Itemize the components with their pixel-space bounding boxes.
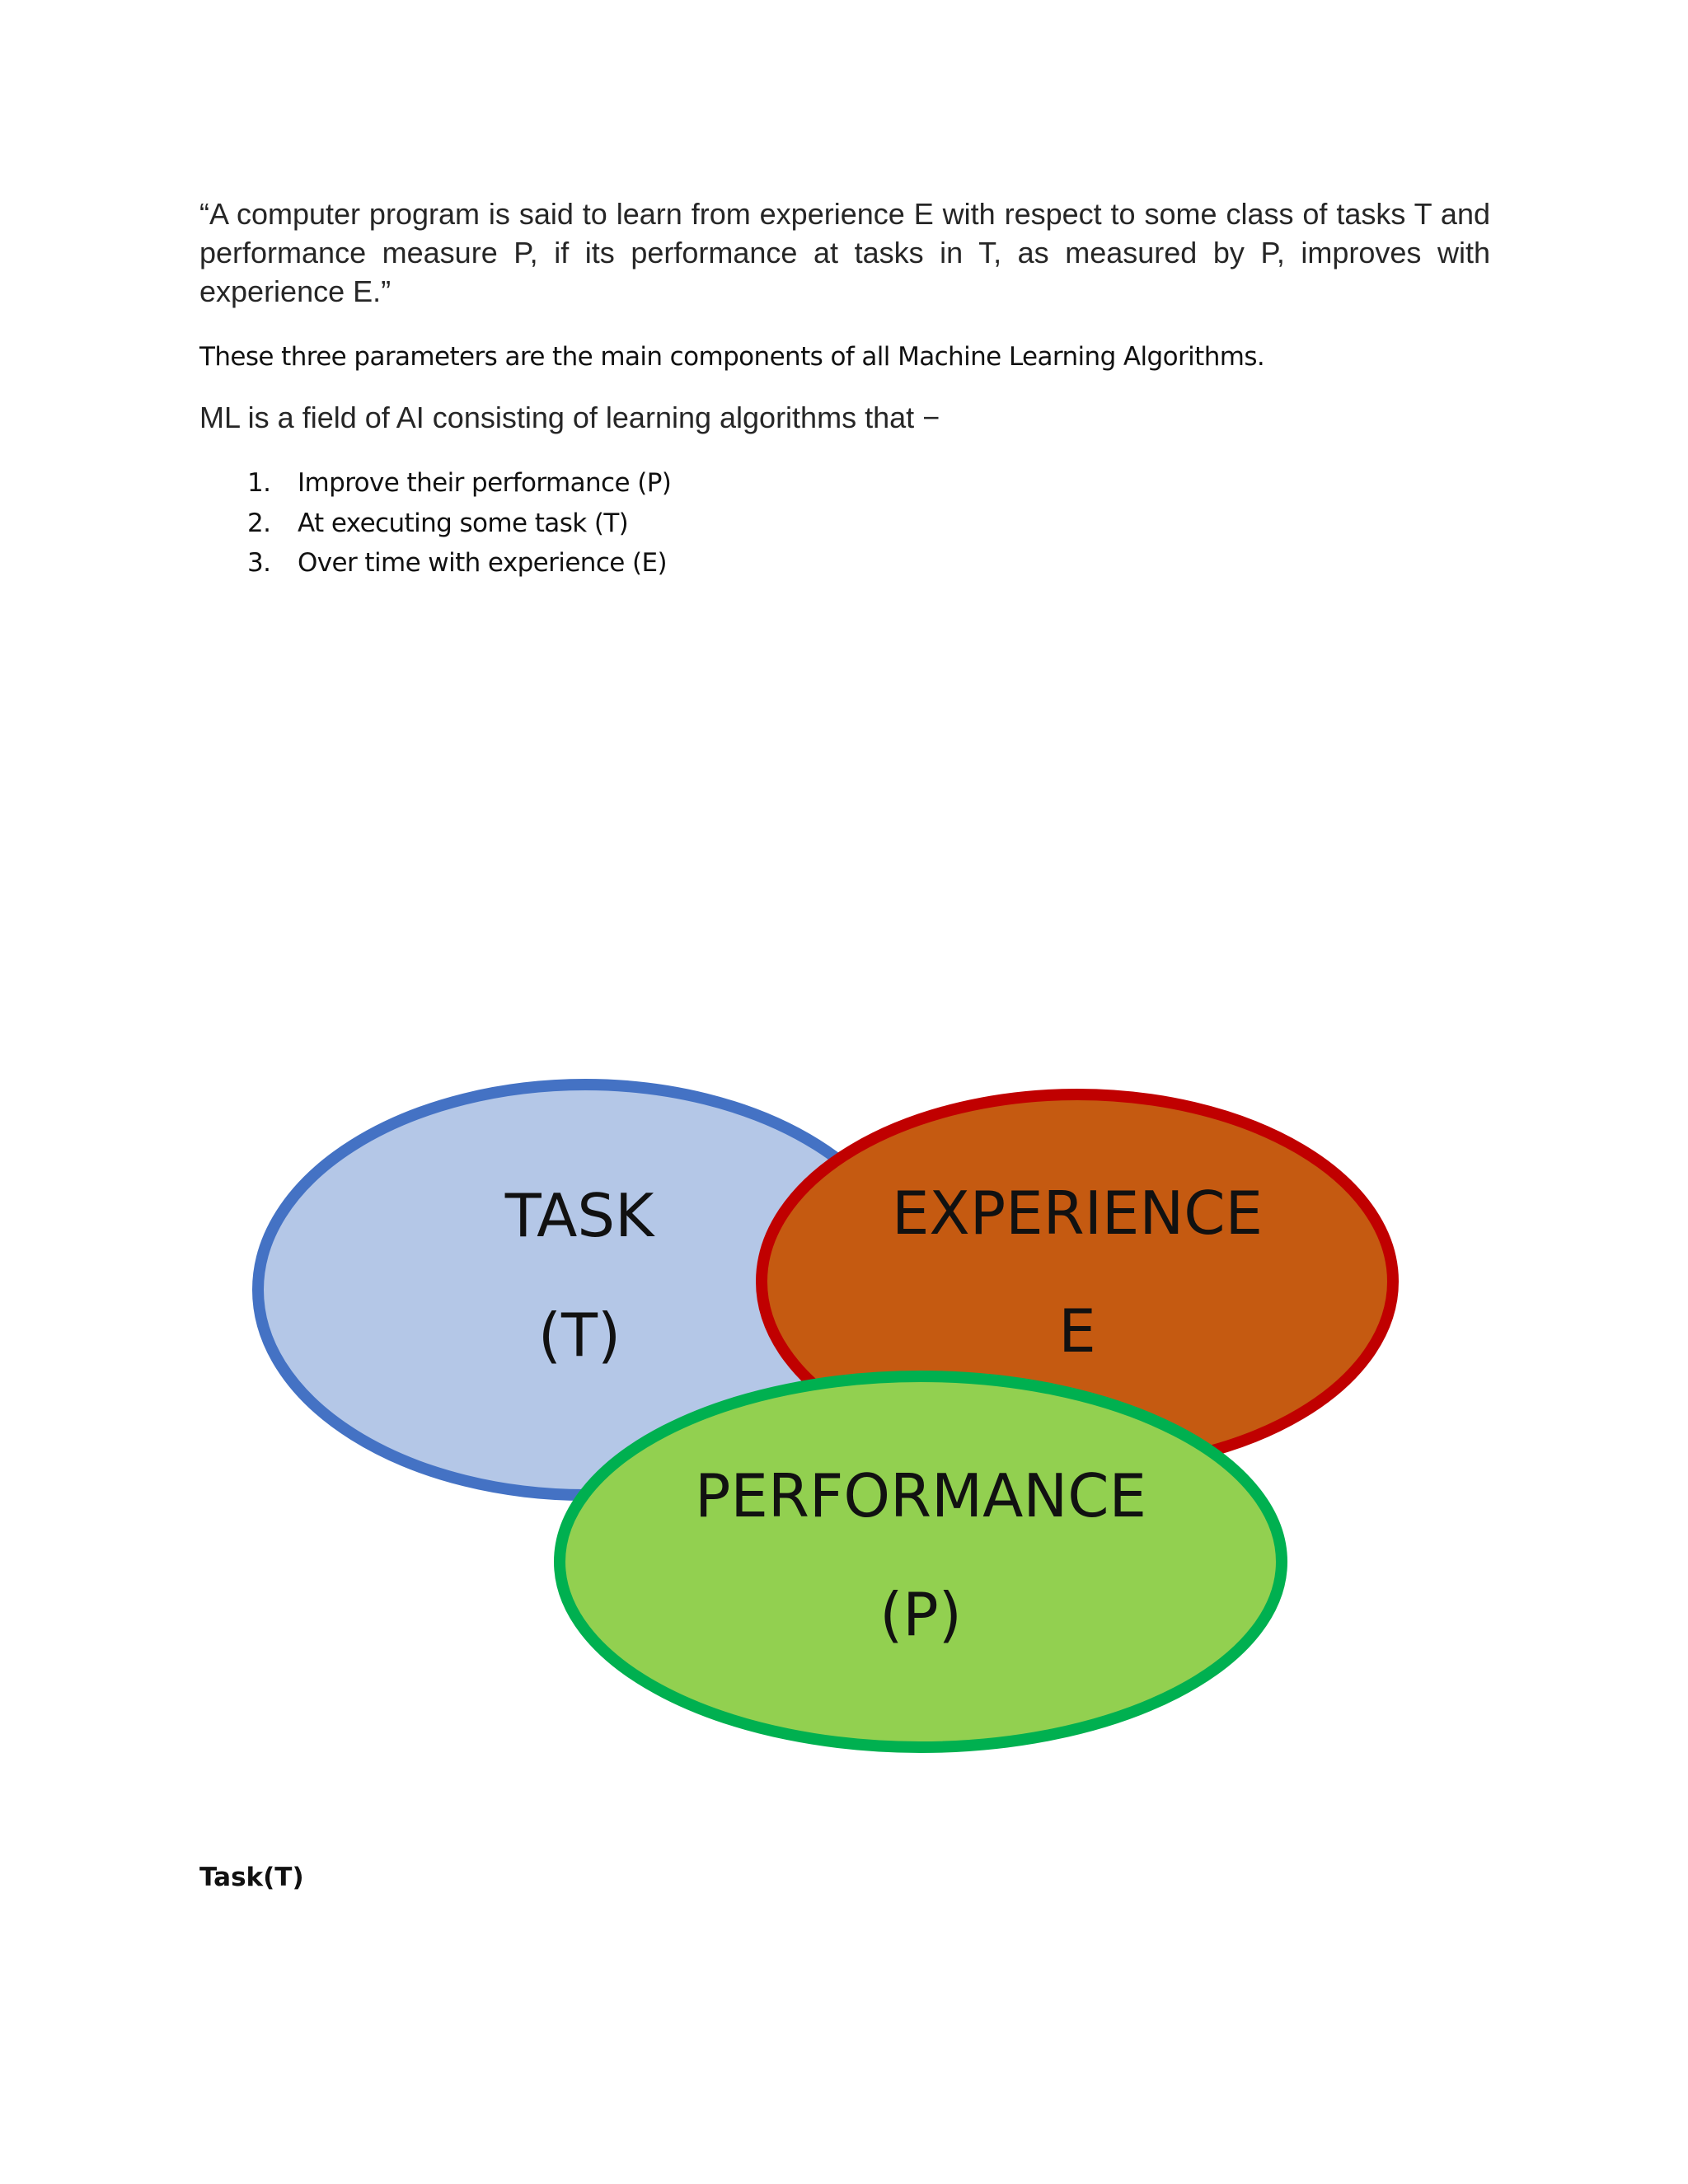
experience-symbol: E <box>1058 1296 1096 1366</box>
performance-ellipse <box>560 1376 1282 1747</box>
task-title: TASK <box>504 1181 654 1250</box>
list-item-number: 1. <box>247 468 271 498</box>
ml-definition: ML is a field of AI consisting of learning algorithms that − <box>199 401 940 434</box>
definition-quote: “A computer program is said to learn from experience E with respect to some class of tasks T and performance measure P, if its performance at tasks in T, as measured by P, improves with experience E.” <box>199 197 1490 308</box>
section-heading-task: Task(T) <box>199 1863 304 1892</box>
list-item-text: Improve their performance (P) <box>298 468 672 498</box>
list-item-text: Over time with experience (E) <box>298 548 667 578</box>
list-item-number: 2. <box>247 508 271 538</box>
performance-title: PERFORMANCE <box>694 1461 1147 1530</box>
experience-title: EXPERIENCE <box>891 1179 1264 1248</box>
task-symbol: (T) <box>537 1301 621 1370</box>
list-item-number: 3. <box>247 548 271 578</box>
performance-symbol: (P) <box>879 1580 962 1649</box>
list-item-text: At executing some task (T) <box>298 508 629 538</box>
intro-paragraph: These three parameters are the main components of all Machine Learning Algorithms. <box>199 342 1265 372</box>
